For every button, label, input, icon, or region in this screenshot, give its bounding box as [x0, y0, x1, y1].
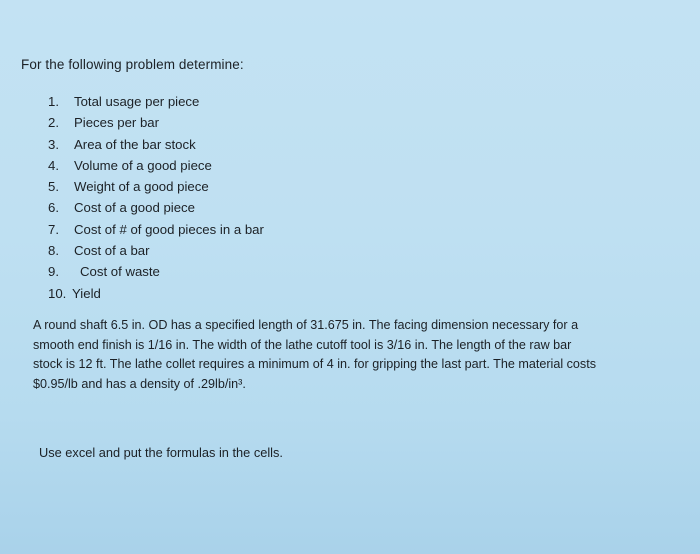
task-number: 10.	[48, 285, 67, 301]
task-number: 4.	[48, 157, 59, 173]
task-list	[48, 92, 264, 305]
task-item	[48, 284, 264, 305]
task-number: 2.	[48, 115, 59, 131]
task-item	[48, 198, 264, 219]
task-number: 6.	[48, 200, 59, 216]
task-item	[48, 135, 264, 156]
task-text: Yield	[72, 285, 101, 301]
intro-text: For the following problem determine:	[21, 57, 244, 72]
problem-line: A round shaft 6.5 in. OD has a specified length of 31.675 in. The facing dimension necessary for a	[33, 318, 579, 332]
problem-line: $0.95/lb and has a density of .29lb/in³.	[33, 376, 246, 391]
task-text: Total usage per piece	[74, 94, 200, 109]
task-text: Cost of # of good pieces in a bar	[74, 221, 264, 237]
task-item	[48, 177, 264, 198]
task-number: 1.	[48, 94, 59, 109]
task-text: Cost of a good piece	[74, 200, 195, 216]
task-item	[48, 92, 264, 113]
problem-line: smooth end finish is 1/16 in. The width of the lathe cutoff tool is 3/16 in. The length of the raw bar	[33, 337, 572, 352]
task-number: 8.	[48, 243, 59, 259]
problem-statement	[33, 316, 658, 394]
instruction-note: Use excel and put the formulas in the cells.	[39, 445, 283, 460]
task-number: 9.	[48, 264, 59, 280]
problem-line: stock is 12 ft. The lathe collet requires a minimum of 4 in. for gripping the last part. The material costs	[33, 357, 597, 371]
task-text: Cost of waste	[80, 264, 160, 280]
task-item	[48, 262, 264, 283]
task-text: Pieces per bar	[74, 115, 160, 131]
task-number: 5.	[48, 179, 59, 195]
task-text: Volume of a good piece	[74, 157, 212, 173]
task-number: 3.	[48, 136, 59, 152]
task-item	[48, 156, 264, 177]
task-text: Cost of a bar	[74, 243, 150, 259]
task-item	[48, 220, 264, 241]
task-number: 7.	[48, 221, 59, 237]
task-item	[48, 113, 264, 134]
task-text: Weight of a good piece	[74, 179, 209, 195]
task-item	[48, 241, 264, 262]
task-text: Area of the bar stock	[74, 136, 196, 152]
